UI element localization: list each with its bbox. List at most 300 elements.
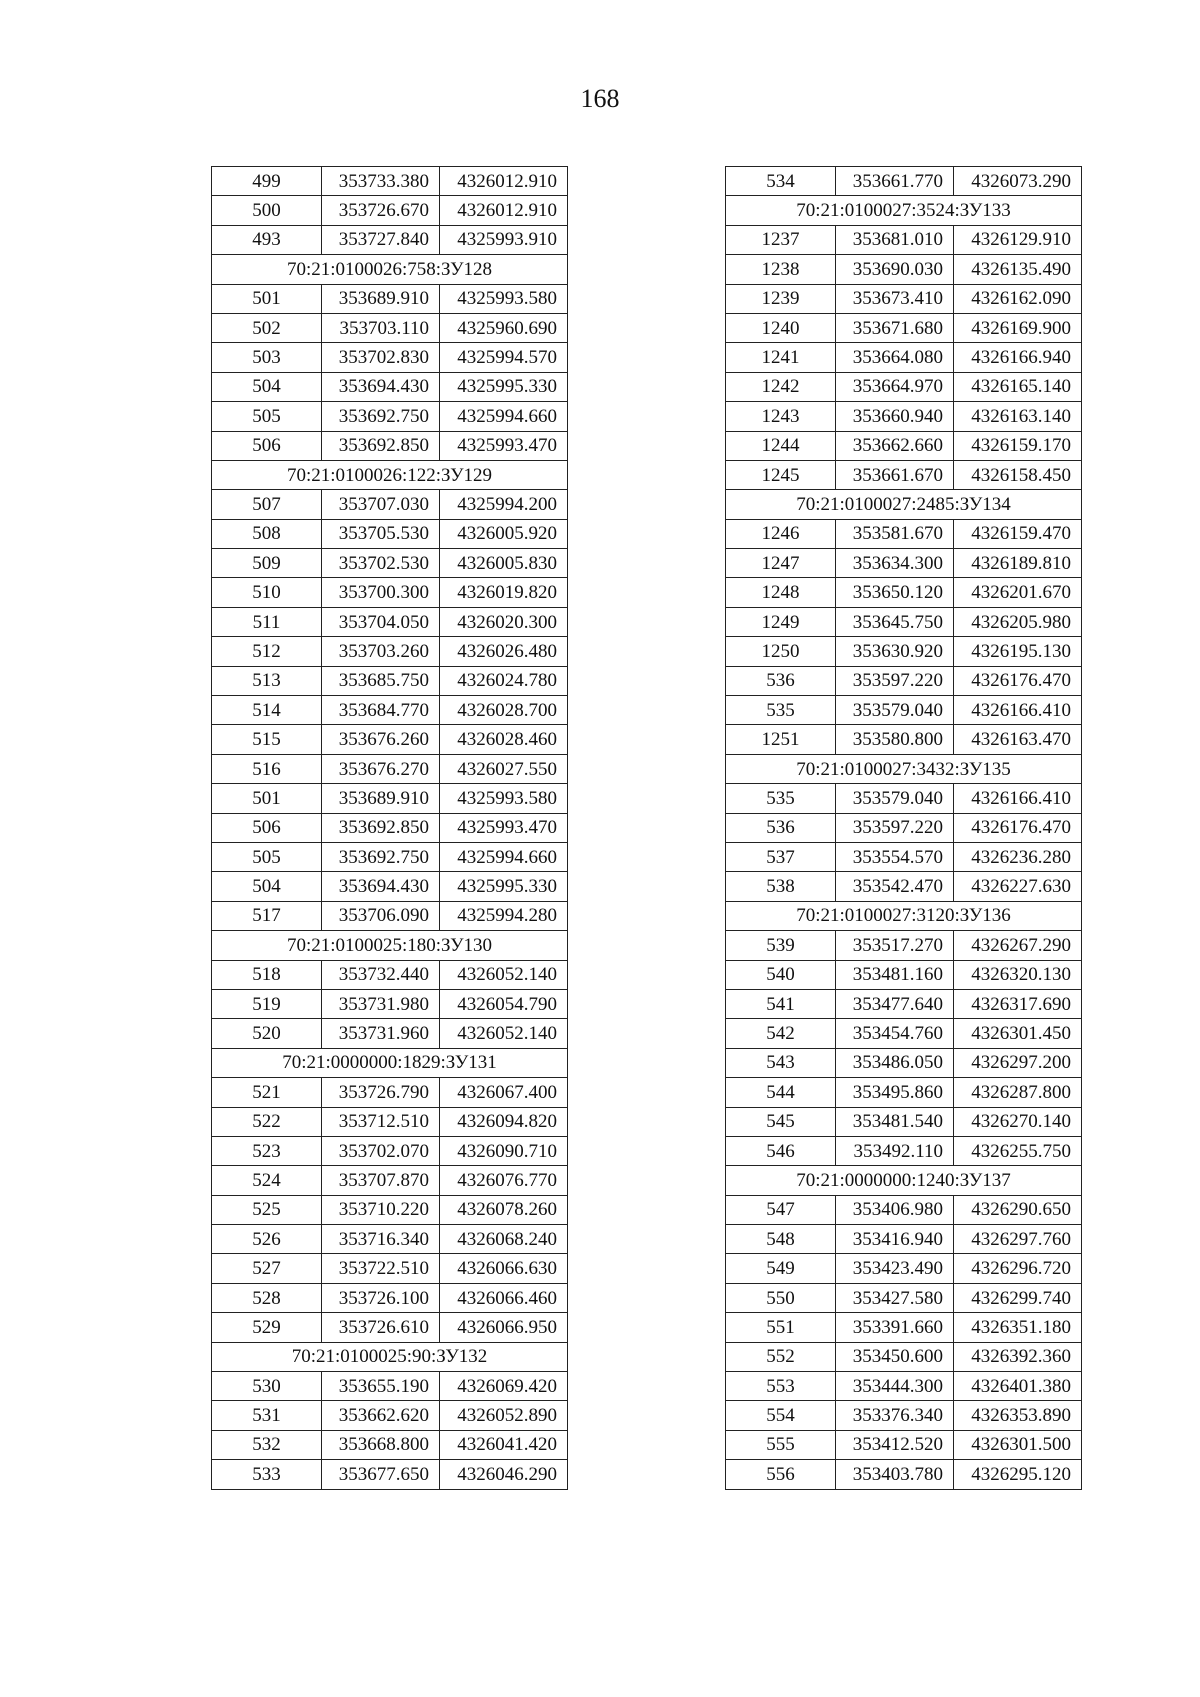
table-row <box>726 225 1082 254</box>
point-number-cell: 514 <box>212 696 322 725</box>
y-coordinate-cell: 4326255.750 <box>954 1136 1082 1165</box>
x-coordinate-cell: 353726.790 <box>322 1078 440 1107</box>
x-coordinate-cell: 353444.300 <box>836 1372 954 1401</box>
y-coordinate-cell: 4325995.330 <box>440 372 568 401</box>
table-row <box>726 1372 1082 1401</box>
point-number-cell: 535 <box>726 784 836 813</box>
y-coordinate-cell: 4326076.770 <box>440 1166 568 1195</box>
point-number-cell: 522 <box>212 1107 322 1136</box>
y-coordinate-cell: 4326351.180 <box>954 1313 1082 1342</box>
point-number-cell: 1245 <box>726 460 836 489</box>
x-coordinate-cell: 353692.850 <box>322 813 440 842</box>
point-number-cell: 1239 <box>726 284 836 313</box>
section-header-row <box>212 1048 568 1077</box>
table-row <box>726 1460 1082 1489</box>
point-number-cell: 524 <box>212 1166 322 1195</box>
x-coordinate-cell: 353703.260 <box>322 637 440 666</box>
y-coordinate-cell: 4326068.240 <box>440 1225 568 1254</box>
table-row <box>726 842 1082 871</box>
x-coordinate-cell: 353702.830 <box>322 343 440 372</box>
table-row <box>212 813 568 842</box>
table-row <box>726 519 1082 548</box>
y-coordinate-cell: 4326027.550 <box>440 754 568 783</box>
y-coordinate-cell: 4325993.470 <box>440 813 568 842</box>
table-row <box>726 313 1082 342</box>
x-coordinate-cell: 353676.270 <box>322 754 440 783</box>
y-coordinate-cell: 4325994.660 <box>440 402 568 431</box>
table-row <box>726 1225 1082 1254</box>
x-coordinate-cell: 353517.270 <box>836 931 954 960</box>
x-coordinate-cell: 353694.430 <box>322 872 440 901</box>
point-number-cell: 530 <box>212 1372 322 1401</box>
point-number-cell: 544 <box>726 1078 836 1107</box>
y-coordinate-cell: 4326012.910 <box>440 196 568 225</box>
x-coordinate-cell: 353423.490 <box>836 1254 954 1283</box>
y-coordinate-cell: 4326069.420 <box>440 1372 568 1401</box>
x-coordinate-cell: 353486.050 <box>836 1048 954 1077</box>
y-coordinate-cell: 4326094.820 <box>440 1107 568 1136</box>
table-row <box>212 431 568 460</box>
point-number-cell: 537 <box>726 842 836 871</box>
point-number-cell: 536 <box>726 666 836 695</box>
table-row <box>726 784 1082 813</box>
table-row <box>726 931 1082 960</box>
point-number-cell: 504 <box>212 872 322 901</box>
table-row <box>212 1078 568 1107</box>
point-number-cell: 521 <box>212 1078 322 1107</box>
cadastral-number: 70:21:0100025:180:ЗУ130 <box>212 931 568 960</box>
x-coordinate-cell: 353477.640 <box>836 989 954 1018</box>
y-coordinate-cell: 4326028.700 <box>440 696 568 725</box>
point-number-cell: 501 <box>212 284 322 313</box>
point-number-cell: 512 <box>212 637 322 666</box>
table-row <box>212 549 568 578</box>
point-number-cell: 510 <box>212 578 322 607</box>
table-row <box>726 549 1082 578</box>
y-coordinate-cell: 4326320.130 <box>954 960 1082 989</box>
point-number-cell: 533 <box>212 1460 322 1489</box>
x-coordinate-cell: 353716.340 <box>322 1225 440 1254</box>
y-coordinate-cell: 4326176.470 <box>954 813 1082 842</box>
x-coordinate-cell: 353684.770 <box>322 696 440 725</box>
y-coordinate-cell: 4326078.260 <box>440 1195 568 1224</box>
table-row <box>726 813 1082 842</box>
point-number-cell: 535 <box>726 696 836 725</box>
point-number-cell: 554 <box>726 1401 836 1430</box>
y-coordinate-cell: 4326073.290 <box>954 167 1082 196</box>
section-header-row <box>212 931 568 960</box>
point-number-cell: 507 <box>212 490 322 519</box>
x-coordinate-cell: 353634.300 <box>836 549 954 578</box>
x-coordinate-cell: 353481.160 <box>836 960 954 989</box>
y-coordinate-cell: 4326267.290 <box>954 931 1082 960</box>
table-row <box>212 725 568 754</box>
y-coordinate-cell: 4326290.650 <box>954 1195 1082 1224</box>
x-coordinate-cell: 353692.750 <box>322 842 440 871</box>
table-row <box>726 607 1082 636</box>
table-row <box>212 1430 568 1459</box>
table-row <box>212 1313 568 1342</box>
y-coordinate-cell: 4326135.490 <box>954 255 1082 284</box>
table-row <box>726 872 1082 901</box>
point-number-cell: 548 <box>726 1225 836 1254</box>
x-coordinate-cell: 353492.110 <box>836 1136 954 1165</box>
table-row <box>726 402 1082 431</box>
x-coordinate-cell: 353703.110 <box>322 313 440 342</box>
point-number-cell: 539 <box>726 931 836 960</box>
table-row <box>212 1136 568 1165</box>
point-number-cell: 504 <box>212 372 322 401</box>
y-coordinate-cell: 4326297.200 <box>954 1048 1082 1077</box>
x-coordinate-cell: 353694.430 <box>322 372 440 401</box>
table-row <box>212 284 568 313</box>
x-coordinate-cell: 353664.970 <box>836 372 954 401</box>
point-number-cell: 513 <box>212 666 322 695</box>
point-number-cell: 502 <box>212 313 322 342</box>
table-row <box>212 196 568 225</box>
table-row <box>726 255 1082 284</box>
y-coordinate-cell: 4326054.790 <box>440 989 568 1018</box>
point-number-cell: 511 <box>212 607 322 636</box>
y-coordinate-cell: 4326012.910 <box>440 167 568 196</box>
x-coordinate-cell: 353726.670 <box>322 196 440 225</box>
point-number-cell: 505 <box>212 842 322 871</box>
x-coordinate-cell: 353712.510 <box>322 1107 440 1136</box>
x-coordinate-cell: 353690.030 <box>836 255 954 284</box>
x-coordinate-cell: 353707.870 <box>322 1166 440 1195</box>
table-row <box>212 989 568 1018</box>
point-number-cell: 523 <box>212 1136 322 1165</box>
x-coordinate-cell: 353661.770 <box>836 167 954 196</box>
y-coordinate-cell: 4326005.830 <box>440 549 568 578</box>
y-coordinate-cell: 4326392.360 <box>954 1342 1082 1371</box>
cadastral-number: 70:21:0100027:3120:ЗУ136 <box>726 901 1082 930</box>
x-coordinate-cell: 353645.750 <box>836 607 954 636</box>
section-header-row <box>726 754 1082 783</box>
y-coordinate-cell: 4326041.420 <box>440 1430 568 1459</box>
y-coordinate-cell: 4326020.300 <box>440 607 568 636</box>
point-number-cell: 516 <box>212 754 322 783</box>
table-row <box>726 1078 1082 1107</box>
point-number-cell: 1244 <box>726 431 836 460</box>
x-coordinate-cell: 353702.070 <box>322 1136 440 1165</box>
point-number-cell: 543 <box>726 1048 836 1077</box>
x-coordinate-cell: 353705.530 <box>322 519 440 548</box>
point-number-cell: 1240 <box>726 313 836 342</box>
y-coordinate-cell: 4326066.630 <box>440 1254 568 1283</box>
table-row <box>726 1342 1082 1371</box>
point-number-cell: 531 <box>212 1401 322 1430</box>
table-row <box>726 343 1082 372</box>
x-coordinate-cell: 353580.800 <box>836 725 954 754</box>
point-number-cell: 505 <box>212 402 322 431</box>
x-coordinate-cell: 353726.100 <box>322 1283 440 1312</box>
point-number-cell: 536 <box>726 813 836 842</box>
y-coordinate-cell: 4326296.720 <box>954 1254 1082 1283</box>
coordinates-table-right <box>725 166 1082 1490</box>
y-coordinate-cell: 4326163.140 <box>954 402 1082 431</box>
table-row <box>726 1195 1082 1224</box>
y-coordinate-cell: 4326052.140 <box>440 960 568 989</box>
y-coordinate-cell: 4326046.290 <box>440 1460 568 1489</box>
x-coordinate-cell: 353689.910 <box>322 284 440 313</box>
x-coordinate-cell: 353495.860 <box>836 1078 954 1107</box>
y-coordinate-cell: 4326019.820 <box>440 578 568 607</box>
x-coordinate-cell: 353661.670 <box>836 460 954 489</box>
point-number-cell: 529 <box>212 1313 322 1342</box>
y-coordinate-cell: 4326236.280 <box>954 842 1082 871</box>
y-coordinate-cell: 4326189.810 <box>954 549 1082 578</box>
point-number-cell: 546 <box>726 1136 836 1165</box>
x-coordinate-cell: 353427.580 <box>836 1283 954 1312</box>
point-number-cell: 517 <box>212 901 322 930</box>
point-number-cell: 1251 <box>726 725 836 754</box>
table-row <box>212 696 568 725</box>
table-row <box>212 1019 568 1048</box>
x-coordinate-cell: 353702.530 <box>322 549 440 578</box>
point-number-cell: 538 <box>726 872 836 901</box>
section-header-row <box>726 196 1082 225</box>
table-row <box>212 637 568 666</box>
y-coordinate-cell: 4326353.890 <box>954 1401 1082 1430</box>
x-coordinate-cell: 353579.040 <box>836 784 954 813</box>
cadastral-number: 70:21:0100026:758:ЗУ128 <box>212 255 568 284</box>
x-coordinate-cell: 353685.750 <box>322 666 440 695</box>
y-coordinate-cell: 4325994.200 <box>440 490 568 519</box>
y-coordinate-cell: 4326166.410 <box>954 696 1082 725</box>
table-row <box>212 167 568 196</box>
y-coordinate-cell: 4326166.410 <box>954 784 1082 813</box>
section-header-row <box>726 901 1082 930</box>
y-coordinate-cell: 4325960.690 <box>440 313 568 342</box>
x-coordinate-cell: 353671.680 <box>836 313 954 342</box>
x-coordinate-cell: 353662.660 <box>836 431 954 460</box>
y-coordinate-cell: 4325994.280 <box>440 901 568 930</box>
cadastral-number: 70:21:0000000:1240:ЗУ137 <box>726 1166 1082 1195</box>
table-row <box>212 519 568 548</box>
y-coordinate-cell: 4326024.780 <box>440 666 568 695</box>
table-row <box>212 666 568 695</box>
x-coordinate-cell: 353726.610 <box>322 1313 440 1342</box>
table-row <box>212 1283 568 1312</box>
y-coordinate-cell: 4326166.940 <box>954 343 1082 372</box>
section-header-row <box>212 255 568 284</box>
section-header-row <box>212 1342 568 1371</box>
y-coordinate-cell: 4326026.480 <box>440 637 568 666</box>
table-row <box>726 960 1082 989</box>
table-row <box>212 578 568 607</box>
y-coordinate-cell: 4326162.090 <box>954 284 1082 313</box>
x-coordinate-cell: 353677.650 <box>322 1460 440 1489</box>
table-row <box>726 637 1082 666</box>
table-row <box>212 402 568 431</box>
point-number-cell: 515 <box>212 725 322 754</box>
point-number-cell: 1246 <box>726 519 836 548</box>
table-row <box>212 1372 568 1401</box>
y-coordinate-cell: 4325993.580 <box>440 284 568 313</box>
x-coordinate-cell: 353403.780 <box>836 1460 954 1489</box>
table-row <box>212 1225 568 1254</box>
y-coordinate-cell: 4326195.130 <box>954 637 1082 666</box>
table-row <box>726 1136 1082 1165</box>
cadastral-number: 70:21:0100027:3524:ЗУ133 <box>726 196 1082 225</box>
x-coordinate-cell: 353692.850 <box>322 431 440 460</box>
table-row <box>726 1107 1082 1136</box>
table-row <box>726 1313 1082 1342</box>
point-number-cell: 519 <box>212 989 322 1018</box>
x-coordinate-cell: 353673.410 <box>836 284 954 313</box>
table-row <box>212 842 568 871</box>
x-coordinate-cell: 353481.540 <box>836 1107 954 1136</box>
table-row <box>212 1107 568 1136</box>
table-row <box>212 1195 568 1224</box>
point-number-cell: 506 <box>212 813 322 842</box>
point-number-cell: 503 <box>212 343 322 372</box>
y-coordinate-cell: 4326066.950 <box>440 1313 568 1342</box>
table-row <box>726 696 1082 725</box>
table-row <box>212 960 568 989</box>
y-coordinate-cell: 4326227.630 <box>954 872 1082 901</box>
table-row <box>212 1460 568 1489</box>
y-coordinate-cell: 4326163.470 <box>954 725 1082 754</box>
point-number-cell: 518 <box>212 960 322 989</box>
point-number-cell: 525 <box>212 1195 322 1224</box>
y-coordinate-cell: 4325994.570 <box>440 343 568 372</box>
table-row <box>726 372 1082 401</box>
y-coordinate-cell: 4326301.500 <box>954 1430 1082 1459</box>
table-row <box>212 1254 568 1283</box>
x-coordinate-cell: 353706.090 <box>322 901 440 930</box>
table-row <box>726 1401 1082 1430</box>
point-number-cell: 534 <box>726 167 836 196</box>
y-coordinate-cell: 4326129.910 <box>954 225 1082 254</box>
table-row <box>726 167 1082 196</box>
point-number-cell: 1250 <box>726 637 836 666</box>
x-coordinate-cell: 353660.940 <box>836 402 954 431</box>
x-coordinate-cell: 353655.190 <box>322 1372 440 1401</box>
x-coordinate-cell: 353704.050 <box>322 607 440 636</box>
point-number-cell: 501 <box>212 784 322 813</box>
x-coordinate-cell: 353707.030 <box>322 490 440 519</box>
table-row <box>726 284 1082 313</box>
table-row <box>212 901 568 930</box>
point-number-cell: 527 <box>212 1254 322 1283</box>
y-coordinate-cell: 4326052.140 <box>440 1019 568 1048</box>
point-number-cell: 1242 <box>726 372 836 401</box>
table-row <box>726 725 1082 754</box>
cadastral-number: 70:21:0100026:122:ЗУ129 <box>212 460 568 489</box>
table-row <box>212 1166 568 1195</box>
coordinates-table-left <box>211 166 568 1490</box>
y-coordinate-cell: 4326052.890 <box>440 1401 568 1430</box>
x-coordinate-cell: 353710.220 <box>322 1195 440 1224</box>
y-coordinate-cell: 4326301.450 <box>954 1019 1082 1048</box>
point-number-cell: 545 <box>726 1107 836 1136</box>
table-row <box>726 1430 1082 1459</box>
y-coordinate-cell: 4326176.470 <box>954 666 1082 695</box>
x-coordinate-cell: 353722.510 <box>322 1254 440 1283</box>
x-coordinate-cell: 353554.570 <box>836 842 954 871</box>
y-coordinate-cell: 4326205.980 <box>954 607 1082 636</box>
point-number-cell: 499 <box>212 167 322 196</box>
x-coordinate-cell: 353731.960 <box>322 1019 440 1048</box>
point-number-cell: 520 <box>212 1019 322 1048</box>
y-coordinate-cell: 4325993.580 <box>440 784 568 813</box>
point-number-cell: 508 <box>212 519 322 548</box>
y-coordinate-cell: 4325994.660 <box>440 842 568 871</box>
table-row <box>726 431 1082 460</box>
x-coordinate-cell: 353650.120 <box>836 578 954 607</box>
x-coordinate-cell: 353630.920 <box>836 637 954 666</box>
point-number-cell: 553 <box>726 1372 836 1401</box>
y-coordinate-cell: 4325995.330 <box>440 872 568 901</box>
x-coordinate-cell: 353732.440 <box>322 960 440 989</box>
y-coordinate-cell: 4326159.470 <box>954 519 1082 548</box>
point-number-cell: 547 <box>726 1195 836 1224</box>
table-row <box>726 666 1082 695</box>
table-row <box>726 1019 1082 1048</box>
y-coordinate-cell: 4326159.170 <box>954 431 1082 460</box>
x-coordinate-cell: 353391.660 <box>836 1313 954 1342</box>
y-coordinate-cell: 4326090.710 <box>440 1136 568 1165</box>
cadastral-number: 70:21:0100025:90:ЗУ132 <box>212 1342 568 1371</box>
y-coordinate-cell: 4326270.140 <box>954 1107 1082 1136</box>
point-number-cell: 1248 <box>726 578 836 607</box>
table-row <box>726 1283 1082 1312</box>
x-coordinate-cell: 353406.980 <box>836 1195 954 1224</box>
y-coordinate-cell: 4326299.740 <box>954 1283 1082 1312</box>
point-number-cell: 528 <box>212 1283 322 1312</box>
cadastral-number: 70:21:0100027:3432:ЗУ135 <box>726 754 1082 783</box>
point-number-cell: 1241 <box>726 343 836 372</box>
y-coordinate-cell: 4326066.460 <box>440 1283 568 1312</box>
table-row <box>212 343 568 372</box>
table-row <box>726 989 1082 1018</box>
point-number-cell: 555 <box>726 1430 836 1459</box>
x-coordinate-cell: 353692.750 <box>322 402 440 431</box>
y-coordinate-cell: 4325993.910 <box>440 225 568 254</box>
table-row <box>212 754 568 783</box>
table-row <box>212 313 568 342</box>
table-row <box>726 460 1082 489</box>
cadastral-number: 70:21:0100027:2485:ЗУ134 <box>726 490 1082 519</box>
y-coordinate-cell: 4326005.920 <box>440 519 568 548</box>
y-coordinate-cell: 4326317.690 <box>954 989 1082 1018</box>
x-coordinate-cell: 353689.910 <box>322 784 440 813</box>
point-number-cell: 1249 <box>726 607 836 636</box>
x-coordinate-cell: 353681.010 <box>836 225 954 254</box>
x-coordinate-cell: 353542.470 <box>836 872 954 901</box>
x-coordinate-cell: 353412.520 <box>836 1430 954 1459</box>
section-header-row <box>212 460 568 489</box>
x-coordinate-cell: 353733.380 <box>322 167 440 196</box>
point-number-cell: 506 <box>212 431 322 460</box>
y-coordinate-cell: 4326158.450 <box>954 460 1082 489</box>
y-coordinate-cell: 4326165.140 <box>954 372 1082 401</box>
x-coordinate-cell: 353416.940 <box>836 1225 954 1254</box>
table-row <box>212 490 568 519</box>
x-coordinate-cell: 353664.080 <box>836 343 954 372</box>
table-row <box>726 1048 1082 1077</box>
page-number: 168 <box>580 84 620 113</box>
point-number-cell: 526 <box>212 1225 322 1254</box>
point-number-cell: 549 <box>726 1254 836 1283</box>
x-coordinate-cell: 353581.670 <box>836 519 954 548</box>
point-number-cell: 556 <box>726 1460 836 1489</box>
point-number-cell: 1243 <box>726 402 836 431</box>
point-number-cell: 540 <box>726 960 836 989</box>
x-coordinate-cell: 353662.620 <box>322 1401 440 1430</box>
